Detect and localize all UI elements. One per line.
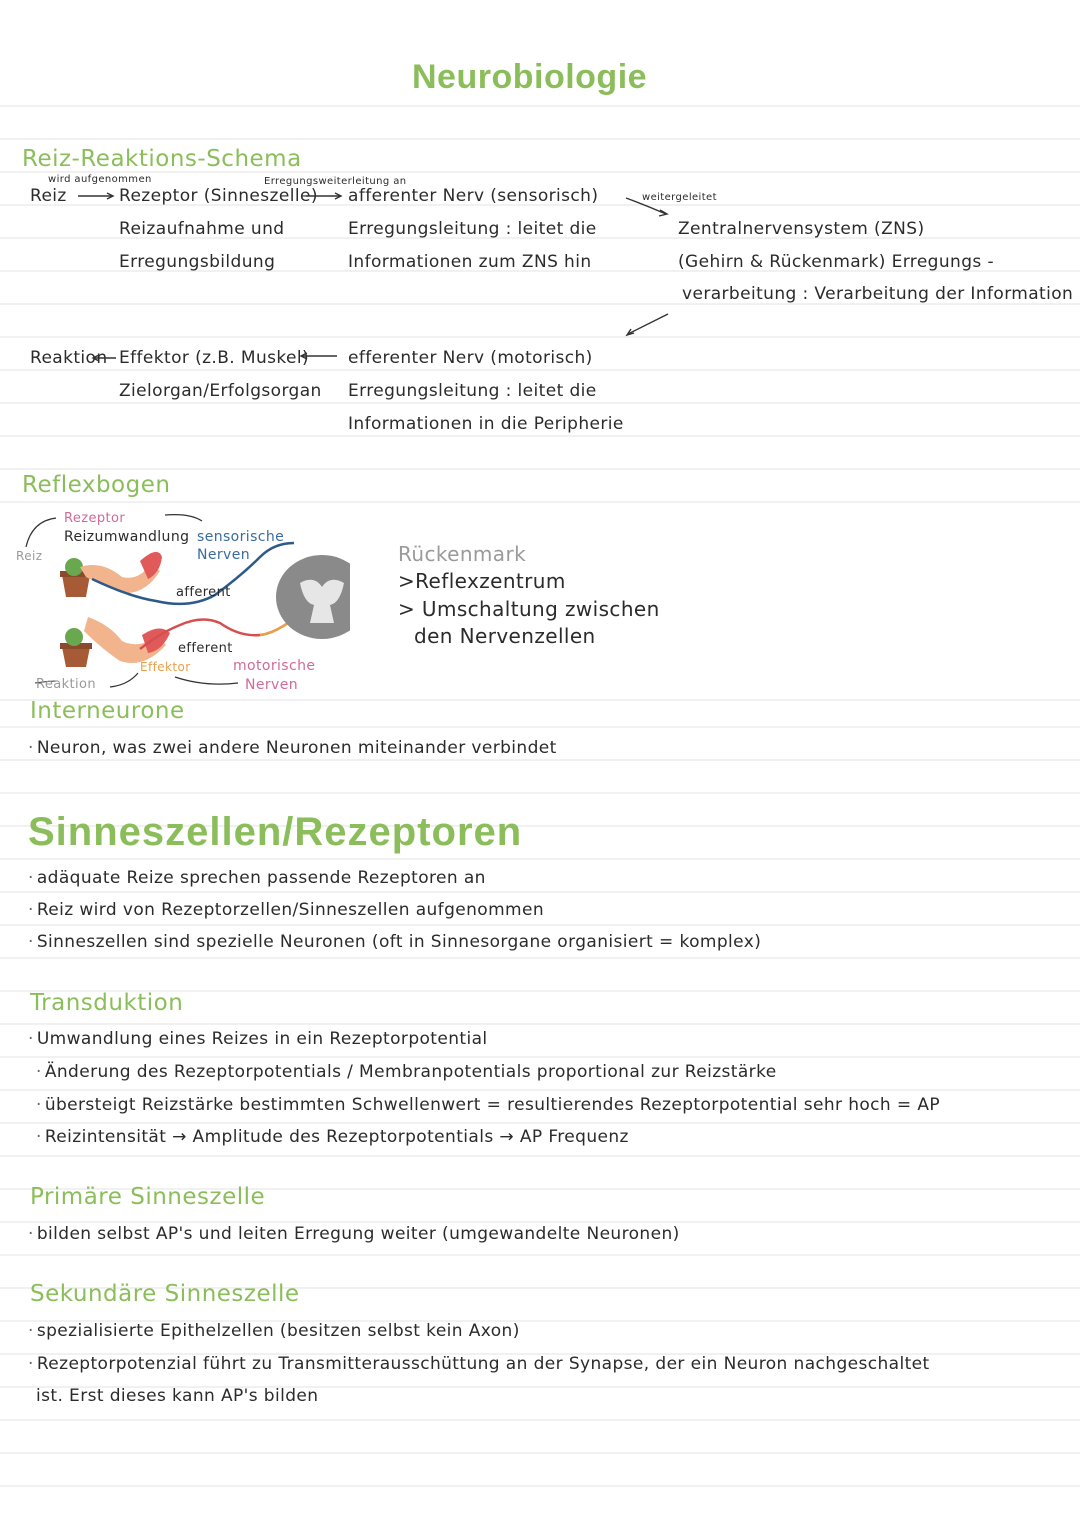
schema-arrows <box>0 0 1080 440</box>
rezeptor-desc-2: Erregungsbildung <box>119 252 276 272</box>
interneurone-heading: Interneurone <box>30 698 185 724</box>
weiterleitung-label: Erregungsweiterleitung an <box>264 176 407 187</box>
reiz-text: Reiz <box>30 186 67 206</box>
umschaltung-text: > Umschaltung zwischen <box>398 597 660 621</box>
schema-heading: Reiz-Reaktions-Schema <box>22 146 302 172</box>
reflexbogen-heading: Reflexbogen <box>22 472 171 498</box>
sensorische-nerven-label: Nerven <box>197 547 251 563</box>
arrow-afferent-zns <box>626 198 666 214</box>
zns-desc-1: (Gehirn & Rückenmark) Erregungs - <box>678 252 995 272</box>
reflexzentrum-text: >Reflexzentrum <box>398 569 566 593</box>
afferent-label: afferent <box>176 585 231 600</box>
reizumwandlung-label: Reizumwandlung <box>64 529 190 545</box>
effektor-desc-1: Zielorgan/Erfolgsorgan <box>119 381 322 401</box>
primaer-line-1: · bilden selbst AP's und leiten Erregung weiter (umgewandelte Neuronen) <box>28 1226 680 1243</box>
efferent-text: efferenter Nerv (motorisch) <box>348 348 593 368</box>
reaktion-text: Reaktion <box>30 348 108 368</box>
zns-text: Zentralnervensystem (ZNS) <box>678 219 925 239</box>
motorische-label: motorische <box>233 658 316 674</box>
zns-desc-2: verarbeitung : Verarbeitung der Information <box>682 284 1074 304</box>
efferent-desc-1: Erregungsleitung : leitet die <box>348 381 597 401</box>
transduktion-line-2: · Änderung des Rezeptorpotentials / Membranpotentials proportional zur Reizstärke <box>36 1064 777 1081</box>
rueckenmark-label: Rückenmark <box>398 542 527 566</box>
sekundaer-heading: Sekundäre Sinneszelle <box>30 1281 300 1307</box>
sinneszellen-line-2: · Reiz wird von Rezeptorzellen/Sinneszellen aufgenommen <box>28 902 544 919</box>
reflex-reiz-label: Reiz <box>16 549 43 563</box>
afferent-desc-1: Erregungsleitung : leitet die <box>348 219 597 239</box>
afferent-text: afferenter Nerv (sensorisch) <box>348 186 599 206</box>
transduktion-line-3: · übersteigt Reizstärke bestimmten Schwellenwert = resultierendes Rezeptorpotential sehr hoch = AP <box>36 1097 940 1114</box>
arrow-zns-efferent <box>628 314 668 334</box>
sensorische-label: sensorische <box>197 529 285 545</box>
efferent-desc-2: Informationen in die Peripherie <box>348 414 624 434</box>
transduktion-line-4: · Reizintensität → Amplitude des Rezeptorpotentials → AP Frequenz <box>36 1129 629 1146</box>
reaktion-label: Reaktion <box>36 677 97 692</box>
nervenzellen-text: den Nervenzellen <box>414 624 596 648</box>
transduktion-heading: Transduktion <box>30 990 184 1016</box>
weitergeleitet-label: weitergeleitet <box>642 192 717 203</box>
sinneszellen-line-3: · Sinneszellen sind spezielle Neuronen (oft in Sinnesorgane organisiert = komplex) <box>28 934 761 951</box>
afferent-desc-2: Informationen zum ZNS hin <box>348 252 592 272</box>
effektor-label: Effektor <box>140 660 191 674</box>
efferent-label: efferent <box>178 641 233 656</box>
primaer-heading: Primäre Sinneszelle <box>30 1184 266 1210</box>
rezeptor-text: Rezeptor (Sinneszelle) <box>119 186 318 206</box>
interneurone-text: · Neuron, was zwei andere Neuronen miteinander verbindet <box>28 740 557 757</box>
spinal-cord-shape <box>276 555 350 639</box>
sinneszellen-line-1: · adäquate Reize sprechen passende Rezeptoren an <box>28 870 486 887</box>
transduktion-line-1: · Umwandlung eines Reizes in ein Rezeptorpotential <box>28 1031 488 1048</box>
motorische-nerven-label: Nerven <box>245 677 299 693</box>
sekundaer-line-2: · Rezeptorpotenzial führt zu Transmitterausschüttung an der Synapse, der ein Neuron nachgeschaltet <box>28 1356 930 1373</box>
sekundaer-line-3: ist. Erst dieses kann AP's bilden <box>36 1386 319 1406</box>
rezeptor-desc-1: Reizaufnahme und <box>119 219 285 239</box>
sekundaer-line-1: · spezialisierte Epithelzellen (besitzen selbst kein Axon) <box>28 1323 520 1340</box>
wird-aufgenommen-label: wird aufgenommen <box>48 174 152 185</box>
page-title: Neurobiologie <box>412 58 648 96</box>
effektor-text: Effektor (z.B. Muskel) <box>119 348 310 368</box>
sinneszellen-heading: Sinneszellen/Rezeptoren <box>28 810 523 854</box>
reflex-rezeptor-label: Rezeptor <box>64 511 126 526</box>
